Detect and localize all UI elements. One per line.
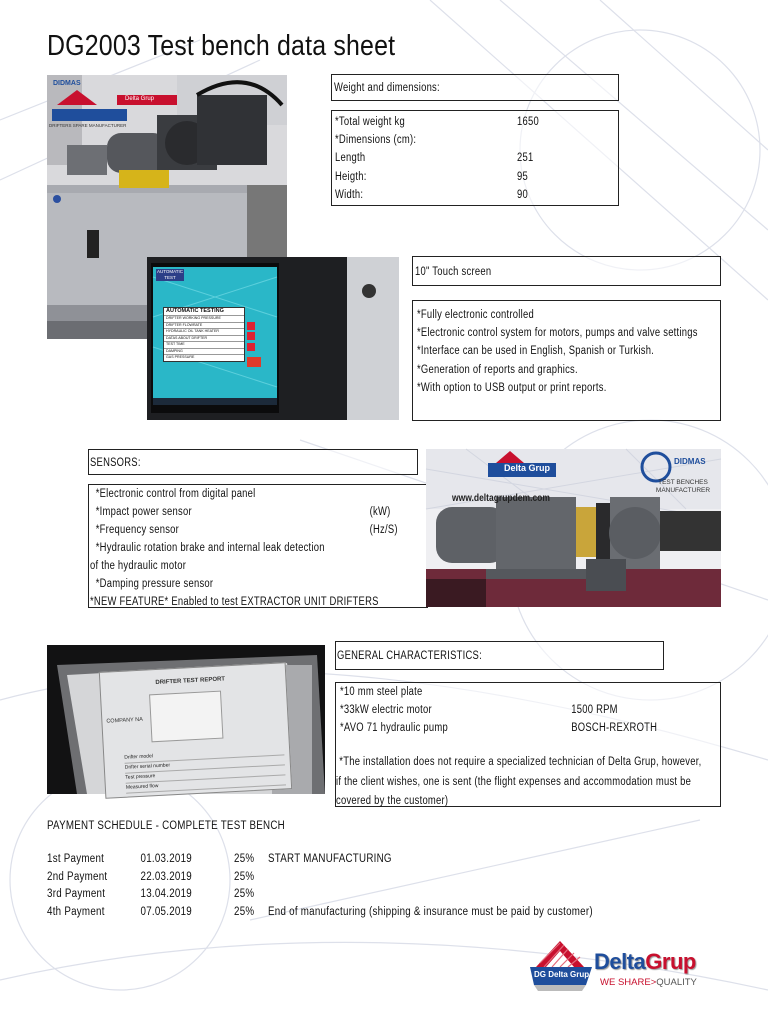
weight-value: 251 (517, 152, 534, 165)
weight-rows (335, 113, 614, 204)
general-row (340, 701, 725, 719)
logo-tagline (600, 977, 697, 988)
payment-pct: 25% (234, 853, 255, 865)
sensor-unit: (Hz/S) (369, 524, 398, 536)
weight-table (331, 110, 619, 206)
payment-row (47, 871, 625, 889)
screen-menu-item: DRIFTER WORKING PRESSURE (164, 315, 244, 322)
bench-brand: Delta Grup (125, 96, 155, 102)
banner-brand: Delta Grup (504, 463, 551, 473)
banner-side-sub: TEST BENCHES MANUFACTURER (655, 479, 711, 494)
weight-value: 90 (517, 188, 529, 201)
sensor-row (90, 485, 426, 503)
screen-tab: AUTOMATIC TEST (156, 269, 184, 280)
report-row: Measured flow (126, 775, 286, 793)
touch-line: *With option to USB output or print reports. (417, 381, 607, 394)
bench-sign-sub: DRIFTERS SPARE MANUFACTURER (49, 123, 127, 128)
payment-date: 13.04.2019 (140, 888, 192, 901)
screen-menu-title: AUTOMATIC TESTING (166, 308, 224, 314)
sensor-label: *Electronic control from digital panel (90, 488, 256, 500)
logo-badge-text: DG Delta Grup (534, 970, 590, 979)
logo-grup: Grup (645, 949, 696, 974)
sensors-header: SENSORS: (90, 457, 141, 469)
payment-name: 1st Payment (47, 853, 105, 865)
touch-line: *Fully electronic controlled (417, 309, 534, 321)
payment-row (47, 906, 625, 924)
weight-label: Heigth: (335, 170, 367, 183)
sensor-row (90, 521, 426, 539)
general-label: *10 mm steel plate (340, 686, 423, 698)
payment-pct: 25% (234, 870, 255, 883)
general-header: GENERAL CHARACTERISTICS: (337, 650, 482, 662)
payment-pct: 25% (234, 888, 255, 901)
general-note-line: if the client wishes, one is sent (the flight expenses and accommodation must be (336, 775, 692, 788)
weight-header-box (331, 74, 619, 101)
sensor-label: of the hydraulic motor (90, 560, 187, 572)
payment-header: PAYMENT SCHEDULE - COMPLETE TEST BENCH (47, 820, 285, 832)
page-title: DG2003 Test bench data sheet (47, 30, 396, 62)
screen-menu-item: DAMPING (164, 348, 244, 355)
payment-date: 22.03.2019 (140, 870, 192, 883)
payment-name: 2nd Payment (47, 870, 108, 883)
touch-line: *Interface can be used in English, Spanish or Turkish. (417, 345, 655, 358)
banner-side-title: DIDMAS (674, 457, 706, 466)
weight-row (335, 113, 614, 131)
report-row: Drifter model (124, 745, 284, 763)
sensor-row (90, 557, 426, 575)
general-note-line: *The installation does not require a specialized technician of Delta Grup, however, (339, 756, 702, 768)
motor-photo (426, 449, 721, 607)
general-label: *33kW electric motor (340, 704, 432, 717)
general-value: BOSCH-REXROTH (571, 722, 658, 735)
payment-table (47, 853, 625, 924)
general-note (336, 753, 701, 812)
sensor-label: *NEW FEATURE* Enabled to test EXTRACTOR UNIT DRIFTERS (90, 596, 379, 608)
general-header-box (335, 641, 664, 670)
sensors-header-box (88, 449, 418, 475)
touch-line: *Generation of reports and graphics. (417, 363, 578, 376)
touch-header: 10" Touch screen (415, 266, 492, 278)
sensors-rows (90, 485, 426, 611)
screen-menu (163, 307, 245, 362)
payment-name: 3rd Payment (47, 888, 106, 901)
touch-header-box (412, 256, 721, 286)
report-field (149, 691, 223, 743)
sensor-row (90, 503, 426, 521)
screen-menu-item: DRIFTER FLOWRATE (164, 322, 244, 329)
logo-wordmark (594, 949, 696, 975)
payment-date: 01.03.2019 (140, 853, 192, 865)
report-row: Test pressure (125, 765, 285, 783)
weight-label: *Total weight kg (335, 116, 405, 128)
payment-row (47, 888, 625, 906)
payment-pct: 25% (234, 906, 255, 919)
payment-note: End of manufacturing (shipping & insurance must be paid by customer) (268, 906, 593, 919)
payment-row (47, 853, 625, 871)
weight-label: Length (335, 152, 366, 165)
general-details (335, 682, 721, 807)
payment-date: 07.05.2019 (140, 906, 192, 919)
touch-features (412, 300, 721, 421)
bench-sign: DIDMAS (53, 80, 81, 87)
general-rows (340, 683, 725, 738)
weight-row (335, 131, 614, 149)
weight-label: Width: (335, 188, 364, 201)
general-row (340, 683, 725, 701)
weight-value: 95 (517, 170, 529, 183)
report-company-label: COMPANY NA (106, 716, 144, 725)
general-row (340, 719, 725, 737)
sensor-row (90, 593, 426, 611)
sensor-label: *Damping pressure sensor (90, 578, 214, 590)
touch-lines (417, 306, 698, 397)
general-label: *AVO 71 hydraulic pump (340, 722, 448, 735)
logo-delta: Delta (594, 949, 646, 974)
weight-header: Weight and dimensions: (334, 82, 440, 94)
sensor-label: *Hydraulic rotation brake and internal leak detection (90, 542, 325, 554)
logo-tagline-sep: > (650, 977, 657, 988)
weight-value: 1650 (517, 116, 540, 128)
weight-row (335, 149, 614, 167)
sensor-label: *Frequency sensor (90, 524, 180, 536)
sensor-row (90, 575, 426, 593)
touch-line: *Electronic control system for motors, pumps and valve settings (417, 327, 698, 340)
sensor-label: *Impact power sensor (90, 506, 192, 518)
weight-row (335, 186, 614, 204)
banner-site: www.deltagrupdem.com (452, 493, 550, 504)
report-rows (124, 745, 286, 793)
report-heading: DRIFTER TEST REPORT (155, 676, 226, 687)
sensor-row (90, 539, 426, 557)
touchscreen-photo (147, 257, 399, 420)
general-value: 1500 RPM (571, 704, 618, 717)
screen-menu-item: TEST TIME (164, 341, 244, 348)
tablet-photo (47, 645, 325, 794)
logo-tagline-a: WE SHARE (600, 977, 651, 988)
delta-grup-logo (530, 933, 730, 999)
payment-note: START MANUFACTURING (268, 853, 392, 865)
screen-menu-item: HYDRAULIC OIL TANK HEATER (164, 328, 244, 335)
screen-menu-item: GAS PRESSURE (164, 354, 244, 361)
general-note-line: covered by the customer) (336, 795, 449, 807)
report-form (99, 662, 292, 799)
weight-row (335, 168, 614, 186)
weight-label: *Dimensions (cm): (335, 134, 417, 147)
logo-tagline-b: QUALITY (656, 977, 697, 988)
sensor-unit: (kW) (369, 506, 391, 518)
sensors-list (88, 484, 428, 608)
payment-name: 4th Payment (47, 906, 105, 919)
screen-menu-item: DATAS ABOUT DRIFTER (164, 335, 244, 342)
report-row: Drifter serial number (125, 755, 285, 773)
